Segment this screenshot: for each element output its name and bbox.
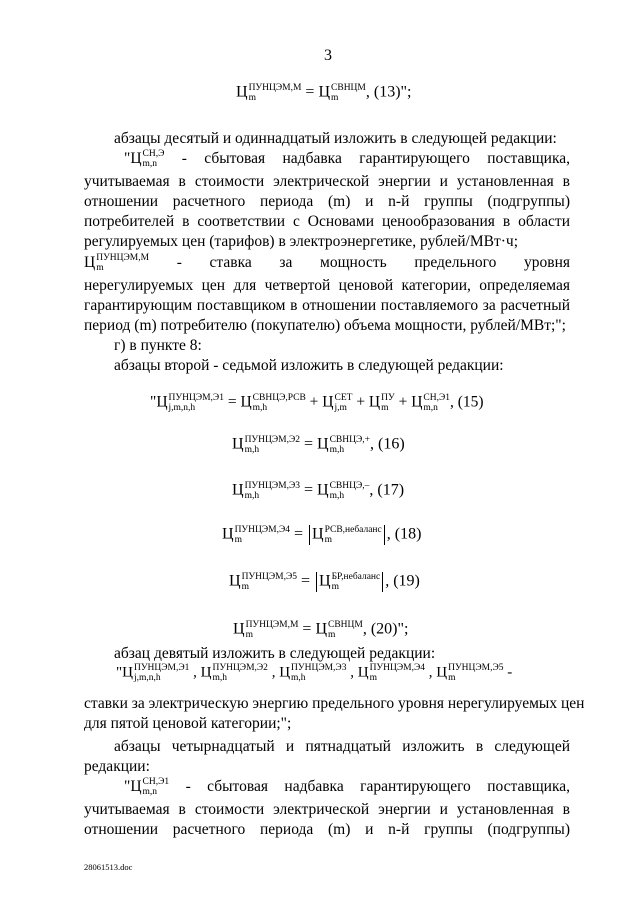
formula-symbol: Ц	[318, 83, 331, 101]
footer-filename: 28061513.doc	[84, 862, 133, 872]
paragraph-line: отношении расчетного периода (m) и n-й группы (подгруппы)	[84, 193, 570, 210]
definition-line	[84, 250, 570, 276]
formula-label: , (19)	[385, 572, 420, 590]
paragraph-line: учитываемая в стоимости электрической энергии и установленная в	[84, 173, 570, 190]
formula-label: , (15)	[450, 393, 484, 411]
absolute-value-bar	[382, 572, 383, 592]
formula-subscript: m	[248, 93, 256, 103]
formula-16: Ц ПУНЦЭМ,Э2 m,h = Ц СВНЦЭ,+ m,h , (16)	[232, 435, 405, 455]
paragraph-line: гарантирующим поставщиком в отношении поставляемого за расчетный	[84, 297, 570, 314]
definition-text: - сбытовая надбавка гарантирующего поставщика,	[185, 778, 570, 795]
paragraph-line: для пятой ценовой категории;";	[84, 715, 292, 732]
paragraph-line: потребителей в соответствии с Основами ценообразования в области	[84, 213, 570, 230]
definition-symbol: Ц ПУНЦЭМ,М m	[84, 253, 150, 274]
formula-label: , (17)	[369, 481, 405, 499]
absolute-value-bar	[384, 525, 385, 545]
paragraph-line: ставки за электрическую энергию предельного уровня нерегулируемых цен	[84, 695, 585, 712]
definition-symbol: "Ц СН,Э m,n	[124, 149, 165, 170]
formula-superscript: СВНЦМ	[331, 83, 366, 93]
formula-label: , (18)	[386, 525, 422, 543]
formula-20: Ц ПУНЦЭМ,М m = Ц СВНЦМ m , (20)";	[233, 620, 409, 640]
list-item-heading: г) в пункте 8:	[114, 337, 202, 354]
paragraph: абзацы второй - седьмой изложить в следующей редакции:	[114, 357, 504, 374]
paragraph-line: редакции:	[84, 758, 150, 775]
absolute-value-bar	[309, 525, 310, 545]
definition-text: - сбытовая надбавка гарантирующего поставщика,	[181, 150, 570, 167]
formula-symbol: + Ц	[309, 393, 334, 411]
formula-subscript: m	[331, 93, 339, 103]
formula-symbol: Ц	[240, 393, 252, 411]
formula-label: , (16)	[369, 435, 405, 453]
paragraph-line: абзацы четырнадцатый и пятнадцатый изложить в следующей	[114, 738, 570, 755]
formula-symbol: Ц	[236, 83, 248, 101]
formula-18: Ц ПУНЦЭМ,Э4 m = Ц РСВ,небаланс m , (18)	[222, 525, 422, 545]
absolute-value-bar	[316, 572, 317, 592]
paragraph-line: регулируемых цен (тарифов) в электроэнергетике, рублей/МВт·ч;	[84, 233, 519, 250]
formula-13	[236, 83, 412, 103]
paragraph-line: период (m) потребителю (покупателю) объема мощности, рублей/МВт;";	[84, 317, 566, 334]
formula-symbol: "Ц	[150, 393, 168, 411]
page-number: 3	[324, 47, 332, 64]
formula-symbol: + Ц	[356, 393, 381, 411]
paragraph: абзац девятый изложить в следующей редакции:	[114, 645, 436, 662]
paragraph: абзацы десятый и одиннадцатый изложить в следующей редакции:	[114, 130, 557, 147]
definition-line	[124, 774, 570, 800]
formula-17: Ц ПУНЦЭМ,Э3 m,h = Ц СВНЦЭ,– m,h , (17)	[232, 481, 405, 501]
dash: -	[507, 664, 513, 681]
definition-text: - ставка за мощность предельного уровня	[176, 254, 571, 271]
equals-sign: =	[305, 83, 315, 101]
formula-label: , (20)";	[362, 620, 409, 638]
symbol-list: "Ц ПУНЦЭМ,Э1 j,m,n,h , Ц ПУНЦЭМ,Э2 m,h , Ц ПУНЦЭМ,Э3 m,h , Ц ПУНЦЭМ,Э4 m , Ц ПУНЦЭМ,Э5 m -	[116, 663, 513, 683]
equals-sign: =	[227, 393, 237, 411]
formula-label: , (13)";	[365, 83, 412, 101]
definition-line	[124, 146, 570, 172]
formula-19: Ц ПУНЦЭМ,Э5 m = Ц БР,небаланс m , (19)	[229, 572, 420, 592]
paragraph-line: учитываемая в стоимости электрической энергии и установленная в	[84, 801, 570, 818]
paragraph-line: отношении расчетного периода (m) и n-й группы (подгруппы)	[84, 821, 570, 838]
formula-superscript: ПУНЦЭМ,М	[248, 83, 302, 93]
formula-symbol: + Ц	[398, 393, 423, 411]
paragraph-line: нерегулируемых цен для четвертой ценовой категории, определяемая	[84, 277, 570, 294]
formula-15: "Ц ПУНЦЭМ,Э1 j,m,n,h = Ц СВНЦЭ,РСВ m,h + Ц СЕТ j,m + Ц ПУ m + Ц СН,Э1 m,n , (15)	[150, 393, 484, 413]
definition-symbol: "Ц СН,Э1 m,n	[124, 777, 170, 798]
